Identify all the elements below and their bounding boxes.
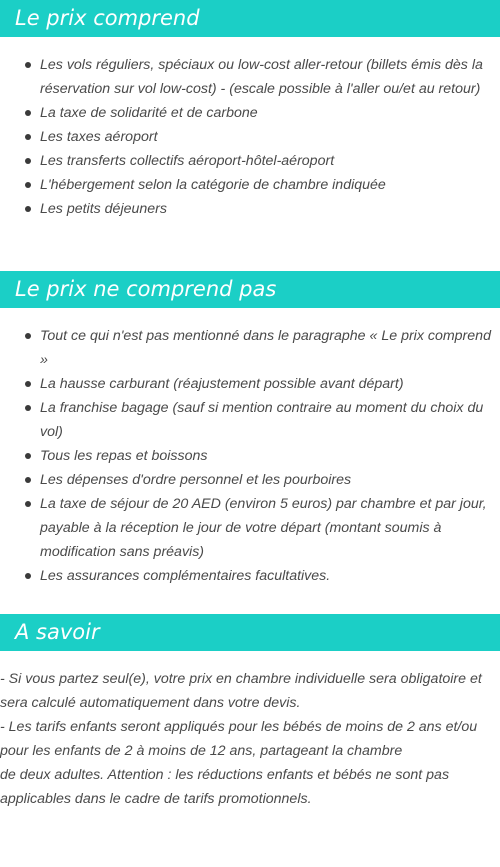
list-item <box>0 324 500 372</box>
list-item-text: Les assurances complémentaires facultatives. <box>40 568 331 584</box>
list-item-text: Tout ce qui n'est pas mentionné dans le paragraphe « Le prix comprend » <box>40 328 491 368</box>
list-item-text: L'hébergement selon la catégorie de chambre indiquée <box>40 177 386 193</box>
list-item-text: La hausse carburant (réajustement possible avant départ) <box>40 376 404 392</box>
list-item <box>0 149 500 173</box>
bullet-icon <box>25 501 31 507</box>
bullet-icon <box>25 206 31 212</box>
included-section <box>0 0 500 217</box>
excluded-section <box>0 271 500 584</box>
info-paragraph: - Les tarifs enfants seront appliqués pour les bébés de moins de 2 ans et/ou pour les enfants de 2 à moins de 12 ans, partageant la chambre <box>0 719 478 759</box>
bullet-icon <box>25 333 31 339</box>
bullet-icon <box>25 381 31 387</box>
info-body <box>0 667 500 811</box>
included-heading: Le prix comprend <box>0 0 500 37</box>
bullet-icon <box>25 182 31 188</box>
bullet-icon <box>25 158 31 164</box>
bullet-icon <box>25 453 31 459</box>
info-paragraph: - Si vous partez seul(e), votre prix en chambre individuelle sera obligatoire et sera calculé automatiquement dans votre devis. <box>0 671 482 711</box>
excluded-list <box>0 324 500 588</box>
bullet-icon <box>25 110 31 116</box>
included-list <box>0 53 500 221</box>
list-item <box>0 396 500 444</box>
info-paragraph: de deux adultes. Attention : les réductions enfants et bébés ne sont pas applicables dans le cadre de tarifs promotionnels. <box>0 767 450 807</box>
list-item-text: La taxe de séjour de 20 AED (environ 5 euros) par chambre et par jour, payable à la réception le jour de votre départ (montant soumis à modification sans préavis) <box>40 496 487 560</box>
info-heading: A savoir <box>0 614 500 651</box>
list-item <box>0 468 500 492</box>
list-item-text: Les transferts collectifs aéroport-hôtel-aéroport <box>40 153 335 169</box>
bullet-icon <box>25 62 31 68</box>
list-item <box>0 53 500 101</box>
bullet-icon <box>25 405 31 411</box>
list-item <box>0 101 500 125</box>
list-item-text: La franchise bagage (sauf si mention contraire au moment du choix du vol) <box>40 400 484 440</box>
list-item <box>0 372 500 396</box>
info-section <box>0 614 500 807</box>
list-item <box>0 125 500 149</box>
excluded-heading: Le prix ne comprend pas <box>0 271 500 308</box>
list-item-text: Les taxes aéroport <box>40 129 158 145</box>
bullet-icon <box>25 573 31 579</box>
list-item-text: La taxe de solidarité et de carbone <box>40 105 258 121</box>
bullet-icon <box>25 477 31 483</box>
list-item-text: Les dépenses d'ordre personnel et les pourboires <box>40 472 352 488</box>
list-item-text: Tous les repas et boissons <box>40 448 208 464</box>
list-item <box>0 173 500 197</box>
list-item-text: Les petits déjeuners <box>40 201 167 217</box>
list-item <box>0 197 500 221</box>
list-item <box>0 564 500 588</box>
list-item <box>0 492 500 564</box>
list-item-text: Les vols réguliers, spéciaux ou low-cost aller-retour (billets émis dès la réservation sur vol low-cost) - (escale possible à l'aller ou/et au retour) <box>40 57 483 97</box>
bullet-icon <box>25 134 31 140</box>
list-item <box>0 444 500 468</box>
